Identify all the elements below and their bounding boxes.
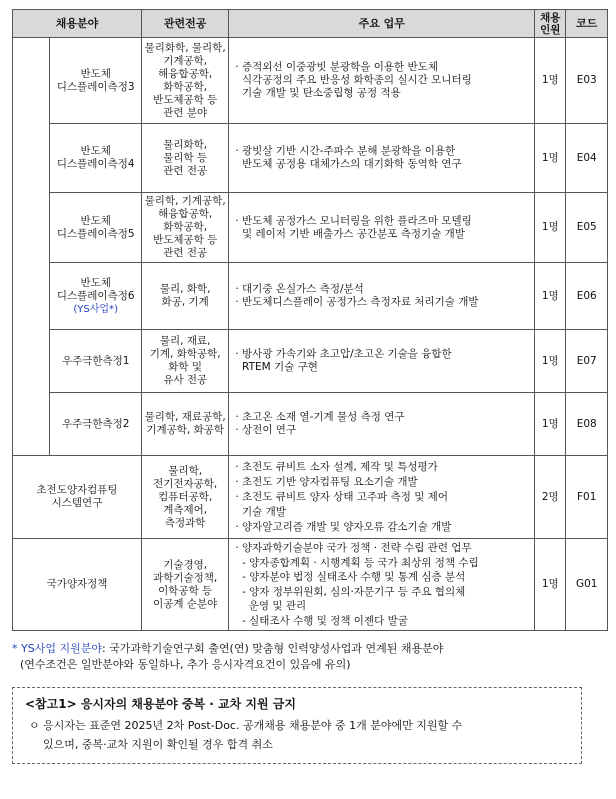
code-cell: E05	[566, 193, 608, 263]
ys-note-text2: (연수조건은 일반분야와 동일하나, 추가 응시자격요건이 있음에 유의)	[20, 658, 351, 671]
field-cell	[50, 124, 142, 193]
group-spacer	[13, 393, 50, 456]
task-cell	[229, 456, 535, 539]
count-cell: 1명	[535, 124, 566, 193]
header-count: 채용 인원	[535, 10, 566, 38]
task-line: · 양자과학기술분야 국가 정책 · 전략 수립 관련 업무	[235, 542, 472, 554]
major-line: 기술경영,	[163, 558, 208, 571]
task-line: 기술 개발	[235, 505, 286, 518]
major-line: 반도체공학 등	[153, 234, 218, 246]
major-cell	[141, 38, 228, 124]
major-cell	[141, 539, 228, 631]
task-line: 반도체 공정용 대체가스의 대기화학 동역학 연구	[235, 158, 462, 170]
field-name: 반도체	[80, 67, 111, 80]
code-cell: E07	[566, 330, 608, 393]
table-row	[13, 193, 608, 263]
group-spacer	[13, 124, 50, 193]
major-line: 기계공학, 화공학	[146, 424, 225, 436]
count-cell: 1명	[535, 330, 566, 393]
count-cell: 2명	[535, 456, 566, 539]
task-line: - 양자분야 법정 실태조사 수행 및 통계 심층 분석	[235, 571, 466, 583]
count-cell: 1명	[535, 263, 566, 330]
table-row	[13, 124, 608, 193]
header-task: 주요 업무	[229, 10, 535, 38]
task-line: · 방사광 가속기와 초고압/초고온 기술을 융합한	[235, 348, 452, 360]
header-field: 채용분야	[13, 10, 142, 38]
reference-box	[12, 687, 582, 764]
code-cell: E04	[566, 124, 608, 193]
task-line: · 양자알고리즘 개발 및 양자오류 감소기술 개발	[235, 520, 452, 533]
major-line: 관련 전공	[163, 164, 208, 177]
major-line: 컴퓨터공학,	[158, 490, 213, 503]
field-name: 우주극한측정1	[61, 354, 130, 367]
task-line: · 광빗살 기반 시간-주파수 분해 분광학을 이용한	[235, 145, 456, 157]
count-cell: 1명	[535, 539, 566, 631]
major-line: 기계, 화학공학,	[149, 348, 221, 360]
reference-line1: ㅇ 응시자는 표준연 2025년 2차 Post-Doc. 공개채용 채용분야 중 1개 분야에만 지원할 수	[29, 719, 463, 732]
code-cell: E03	[566, 38, 608, 124]
major-cell	[141, 456, 228, 539]
major-line: 관련 분야	[163, 106, 208, 119]
ys-tag: (YS사업*)	[73, 303, 118, 315]
count-cell: 1명	[535, 38, 566, 124]
task-cell	[229, 393, 535, 456]
field-name: 반도체	[80, 145, 111, 157]
field-name: 시스템연구	[51, 497, 103, 509]
major-line: 이학공학 등	[158, 584, 213, 597]
major-line: 물리, 화학,	[159, 283, 211, 295]
group-spacer	[13, 330, 50, 393]
field-cell	[50, 38, 142, 124]
table-row	[13, 330, 608, 393]
major-line: 물리, 재료,	[159, 335, 211, 347]
task-line: - 양자종합계획 · 시행계획 등 국가 최상위 정책 수립	[235, 556, 479, 569]
code-cell: E06	[566, 263, 608, 330]
major-cell	[141, 393, 228, 456]
major-line: 물리학 등	[163, 151, 208, 164]
code-cell: G01	[566, 539, 608, 631]
table-row	[13, 539, 608, 631]
field-name: 국가양자정책	[46, 578, 108, 590]
major-line: 계측제어,	[163, 503, 208, 516]
task-line: 운영 및 관리	[235, 600, 307, 612]
field-name: 디스플레이측정3	[56, 80, 135, 93]
field-cell	[13, 456, 142, 539]
task-line: 기술 개발 및 탄소중립형 공정 적용	[235, 87, 401, 99]
major-cell	[141, 124, 228, 193]
field-name: 우주극한측정2	[61, 417, 130, 430]
major-cell	[141, 263, 228, 330]
major-line: 화학 및	[168, 361, 203, 373]
major-cell	[141, 330, 228, 393]
major-line: 물리학, 재료공학,	[144, 411, 226, 423]
field-cell	[50, 193, 142, 263]
count-cell: 1명	[535, 193, 566, 263]
major-line: 화공, 기계	[161, 296, 209, 308]
field-cell	[13, 539, 142, 631]
field-name: 디스플레이측정4	[56, 158, 135, 170]
task-line: 식각공정의 주요 반응성 화학종의 실시간 모니터링	[235, 74, 472, 86]
field-name: 디스플레이측정5	[56, 227, 135, 240]
task-line: RTEM 기술 구현	[235, 361, 318, 373]
group-spacer	[13, 263, 50, 330]
task-line: · 초전도 큐비트 소자 설계, 제작 및 특성평가	[235, 460, 438, 473]
task-line: · 상전이 연구	[235, 424, 297, 436]
field-cell	[50, 263, 142, 330]
task-line: 및 레이저 기반 배출가스 공간분포 측정기술 개발	[235, 227, 465, 240]
header-code: 코드	[566, 10, 608, 38]
task-line: · 반도체 공정가스 모니터링을 위한 플라즈마 모델링	[235, 214, 472, 227]
header-major: 관련전공	[141, 10, 228, 38]
code-cell: F01	[566, 456, 608, 539]
task-line: · 반도체디스플레이 공정가스 측정자료 처리기술 개발	[235, 296, 479, 308]
group-spacer	[13, 38, 50, 124]
major-line: 반도체공학 등	[153, 93, 218, 106]
task-line: - 양자 정부위원회, 심의·자문기구 등 주요 협의체	[235, 585, 466, 598]
table-row	[13, 393, 608, 456]
task-line: · 초전도 큐비트 양자 상태 고주파 측정 및 제어	[235, 490, 448, 503]
major-line: 물리화학, 물리학,	[144, 41, 226, 54]
group-spacer	[13, 193, 50, 263]
recruitment-table	[12, 9, 608, 631]
task-cell	[229, 38, 535, 124]
table-header-row	[13, 10, 608, 38]
major-line: 이공계 순분야	[153, 597, 218, 610]
major-line: 측정과학	[164, 516, 206, 529]
ys-note-star: * YS사업 지원분야	[12, 642, 102, 655]
task-line: · 초고온 소재 열-기계 물성 측정 연구	[235, 411, 405, 423]
task-cell	[229, 263, 535, 330]
task-line: · 초전도 기반 양자컴퓨팅 요소기술 개발	[235, 475, 418, 488]
major-line: 물리화학,	[163, 138, 208, 151]
field-cell	[50, 330, 142, 393]
reference-title: <참고1> 응시자의 채용분야 중복 · 교차 지원 금지	[25, 697, 296, 711]
field-cell	[50, 393, 142, 456]
major-line: 물리학, 기계공학,	[144, 195, 226, 207]
major-line: 과학기술정책,	[153, 571, 218, 584]
field-name: 디스플레이측정6	[56, 289, 135, 302]
major-line: 전기전자공학,	[153, 477, 218, 490]
major-line: 화학공학,	[163, 221, 208, 233]
major-line: 관련 전공	[163, 247, 208, 259]
task-cell	[229, 193, 535, 263]
major-line: 해융합공학,	[158, 67, 213, 80]
major-line: 화학공학,	[163, 80, 208, 93]
field-name: 반도체	[80, 214, 111, 227]
task-cell	[229, 124, 535, 193]
task-line: · 증적외선 이중광빗 분광학을 이용한 반도체	[235, 61, 438, 73]
table-row	[13, 38, 608, 124]
reference-line2: 있으며, 중복·교차 지원이 확인될 경우 합격 취소	[43, 738, 273, 751]
table-row	[13, 456, 608, 539]
code-cell: E08	[566, 393, 608, 456]
field-name: 반도체	[80, 276, 111, 289]
task-cell	[229, 539, 535, 631]
table-row	[13, 263, 608, 330]
task-line: - 실태조사 수행 및 정책 이젠다 발굴	[235, 614, 408, 627]
task-line: · 대기중 온실가스 측정/분석	[235, 283, 364, 295]
ys-note-text1: : 국가과학기술연구회 출연(연) 맞춤형 인력양성사업과 연계된 채용분야	[101, 642, 444, 655]
ys-note	[12, 641, 608, 673]
count-cell: 1명	[535, 393, 566, 456]
major-line: 해융합공학,	[158, 208, 213, 220]
field-name: 초전도양자컴퓨팅	[36, 484, 118, 496]
major-line: 유사 전공	[163, 374, 208, 386]
major-cell	[141, 193, 228, 263]
task-cell	[229, 330, 535, 393]
major-line: 기계공학,	[163, 54, 208, 67]
major-line: 물리학,	[168, 464, 203, 477]
